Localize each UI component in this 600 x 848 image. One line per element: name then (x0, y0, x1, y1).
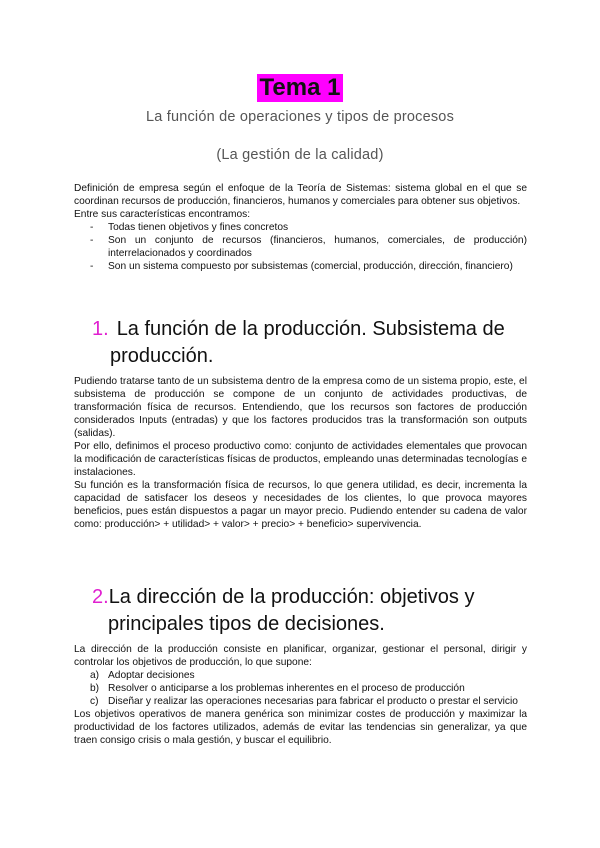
decisions-list (74, 669, 527, 708)
list-item (74, 682, 527, 695)
list-item: - Son un conjunto de recursos (financieros, humanos, comerciales, de producción) interrelacionados y coordinados (74, 234, 527, 260)
intro-section (74, 182, 527, 273)
section-2-title-line1: La dirección de la producción: objetivos y (108, 586, 475, 608)
section-2-heading (92, 584, 530, 638)
page-title: Tema 1 (257, 74, 344, 102)
section-1-body (74, 375, 527, 531)
section-1-title-line1: La función de la producción. Subsistema de (116, 318, 505, 340)
list-item: - Todas tienen objetivos y fines concretos (74, 221, 527, 234)
list-item-text: Adoptar decisiones (108, 670, 195, 681)
section-2-number: 2. (92, 586, 109, 608)
list-item (74, 695, 527, 708)
title-container (0, 74, 600, 102)
list-marker: c) (90, 696, 99, 707)
definition-paragraph: Definición de empresa según el enfoque de la Teoría de Sistemas: sistema global en el que se coordinan recursos de producción, financieros, humanos y comerciales para obtener sus objetivos. (74, 183, 527, 207)
page-subtitle: La función de operaciones y tipos de procesos (145, 109, 455, 125)
page-subtitle-secondary: (La gestión de la calidad) (216, 147, 384, 163)
section-2-body (74, 643, 527, 747)
section-1-title-line2: producción. (110, 345, 214, 367)
characteristics-list (74, 221, 527, 273)
list-item: - Son un sistema compuesto por subsistemas (comercial, producción, dirección, financiero) (74, 260, 527, 273)
list-marker: a) (90, 670, 100, 681)
paragraph: Su función es la transformación física de recursos, lo que genera utilidad, es decir, incrementa la capacidad de satisfacer los deseos y necesidades de los clientes, lo que provoca mayores beneficios, pues están dispuestos a pagar un mayor precio. Pudiendo entender su cadena de valor como: producción> + utilidad> + valor> + precio> + beneficio> supervivencia. (74, 480, 527, 530)
paragraph: Por ello, definimos el proceso productivo como: conjunto de actividades elementales que provocan la modificación de características físicas de productos, empleando unas determinadas tecnologías e instalaciones. (74, 441, 527, 478)
paragraph: Pudiendo tratarse tanto de un subsistema dentro de la empresa como de un sistema propio, este, el subsistema de producción se compone de un conjunto de actividades productivas, de transformación física de recursos. Entendiendo, que los recursos son factores de producción considerados Inputs (entradas) y que los factores producidos tras la transformación son outputs (salidas). (74, 376, 527, 439)
list-item (74, 669, 527, 682)
section-2-lead: La dirección de la producción consiste en planificar, organizar, gestionar el personal, dirigir y controlar los objetivos de producción, lo que supone: (74, 644, 527, 668)
list-item-text: Resolver o anticiparse a los problemas inherentes en el proceso de producción (108, 683, 465, 694)
section-2-title-line2: principales tipos de decisiones. (108, 613, 385, 635)
list-marker: b) (90, 683, 100, 694)
section-1-heading (92, 316, 530, 370)
list-item-text: Diseñar y realizar las operaciones necesarias para fabricar el producto o prestar el servicio (108, 696, 518, 707)
characteristics-lead: Entre sus características encontramos: (74, 209, 251, 220)
section-1-number: 1. (92, 318, 109, 340)
closing-paragraph: Los objetivos operativos de manera genérica son minimizar costes de producción y maximizar la productividad de los factores utilizados, además de evitar las tendencias sin generalizar, ya que traen consigo crisis o mala gestión, y buscar el equilibrio. (74, 709, 527, 746)
